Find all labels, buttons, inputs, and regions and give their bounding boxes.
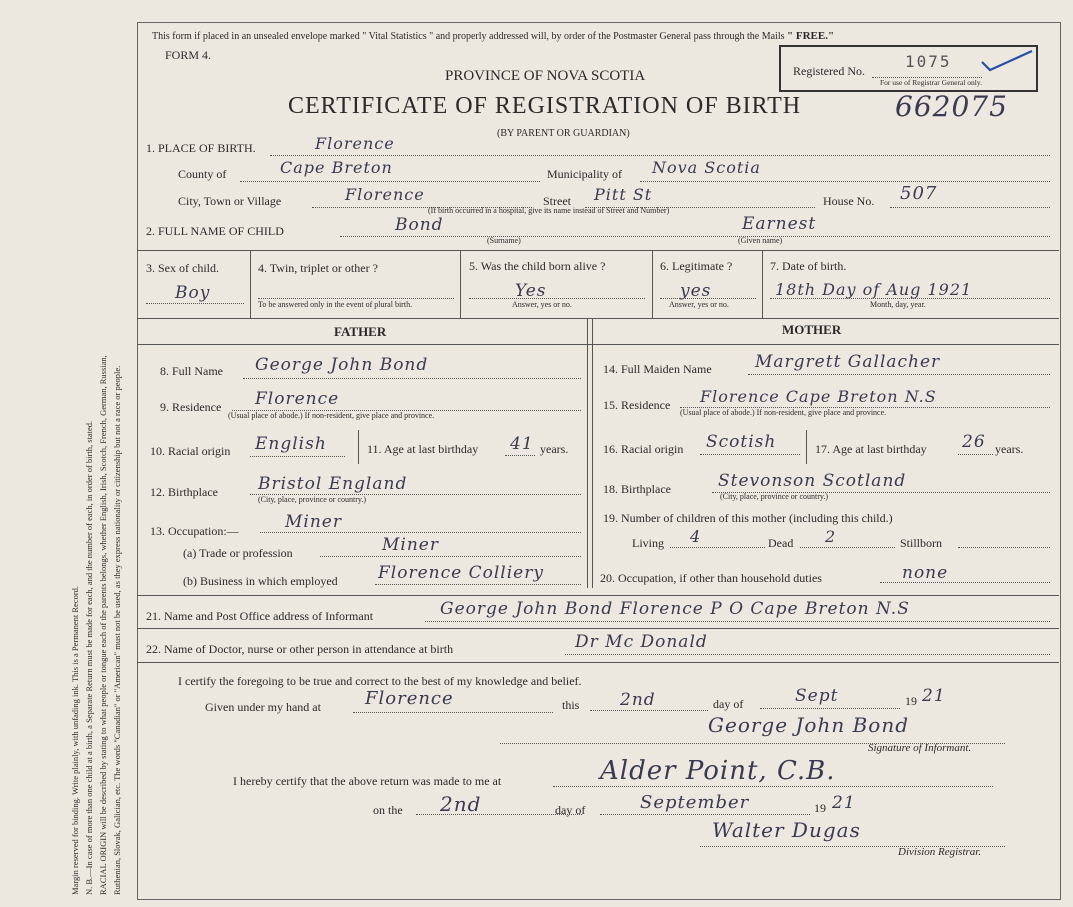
on-the-label: on the: [373, 803, 403, 817]
registrar-text: I hereby certify that the above return was made to me at: [233, 774, 502, 788]
father-name-value: George John Bond: [255, 355, 429, 375]
sex-value: Boy: [175, 283, 211, 303]
informant-signature: George John Bond: [708, 713, 910, 737]
page-title: CERTIFICATE OF REGISTRATION OF BIRTH: [288, 93, 802, 119]
certify-text: I certify the foregoing to be true and correct to the best of my knowledge and belief.: [178, 674, 582, 688]
subtitle: (BY PARENT OR GUARDIAN): [497, 128, 630, 139]
county-value: Cape Breton: [280, 158, 393, 177]
father-trade-label: (a) Trade or profession: [183, 546, 293, 560]
mother-name-value: Margrett Gallacher: [755, 352, 941, 372]
registrar-year: 21: [832, 793, 856, 813]
mother-occ-value: none: [902, 563, 949, 583]
mother-race-value: Scotish: [706, 432, 777, 452]
house-label: House No.: [823, 194, 875, 208]
signature-label: Signature of Informant.: [868, 742, 972, 754]
informant-value: George John Bond Florence P O Cape Breton N.S: [440, 599, 910, 619]
registrar-label: Division Registrar.: [898, 846, 982, 858]
mother-occ-label: 20. Occupation, if other than household duties: [600, 571, 822, 585]
year-prefix: 19: [905, 694, 917, 708]
mother-bp-note: (City, place, province or country.): [720, 492, 829, 501]
father-age-value: 41: [510, 434, 534, 454]
alive-label: 5. Was the child born alive ?: [469, 259, 606, 273]
dead-label: Dead: [768, 536, 794, 550]
year-value: 21: [922, 686, 946, 706]
dead-value: 2: [825, 527, 837, 546]
father-bp-value: Bristol England: [258, 474, 408, 494]
child-given: Earnest: [742, 214, 817, 234]
child-surname: Bond: [395, 215, 444, 235]
father-bp-note: (City, place, province or country.): [258, 495, 367, 504]
father-bp-label: 12. Birthplace: [150, 485, 218, 499]
dob-label: 7. Date of birth.: [770, 259, 847, 273]
mother-children-label: 19. Number of children of this mother (including this child.): [603, 511, 893, 525]
father-race-value: English: [255, 434, 327, 454]
doctor-label: 22. Name of Doctor, nurse or other person in attendance at birth: [146, 642, 454, 656]
form-border: [137, 22, 1061, 900]
mail-notice: [152, 30, 834, 42]
legit-value: yes: [680, 281, 712, 301]
registrar-year-prefix: 19: [814, 801, 826, 815]
alive-note: Answer, yes or no.: [512, 300, 572, 309]
mother-res-label: 15. Residence: [603, 398, 671, 412]
father-age-label: 11. Age at last birthday: [367, 442, 479, 456]
street-value: Pitt St: [594, 185, 653, 204]
living-value: 4: [690, 527, 702, 546]
mother-race-label: 16. Racial origin: [603, 442, 684, 456]
father-res-note: (Usual place of abode.) If non-resident, give place and province.: [228, 411, 435, 420]
mother-age-value: 26: [962, 432, 986, 452]
registered-label: Registered No.: [793, 64, 865, 78]
this-value: 2nd: [620, 690, 656, 710]
doctor-value: Dr Mc Donald: [575, 632, 708, 652]
registrar-signature: Walter Dugas: [712, 818, 861, 842]
living-label: Living: [632, 536, 664, 550]
twin-note: To be answered only in the event of plural birth.: [258, 300, 413, 309]
alive-value: Yes: [515, 281, 547, 301]
father-trade-value: Miner: [382, 535, 439, 555]
father-business-label: (b) Business in which employed: [183, 574, 338, 588]
child-label: 2. FULL NAME OF CHILD: [146, 224, 284, 238]
mother-res-note: (Usual place of abode.) If non-resident, give place and province.: [680, 408, 887, 417]
registrar-day: 2nd: [440, 792, 482, 816]
surname-note: (Surname): [487, 236, 521, 245]
father-occ-value: Miner: [285, 512, 342, 532]
registered-note: For use of Registrar General only.: [880, 78, 982, 87]
mother-age-label: 17. Age at last birthday: [815, 442, 927, 456]
municipality-value: Nova Scotia: [652, 158, 761, 177]
form-number: FORM 4.: [165, 48, 212, 62]
legit-note: Answer, yes or no.: [669, 300, 729, 309]
dob-note: Month, day, year.: [870, 300, 926, 309]
mother-bp-value: Stevonson Scotland: [718, 471, 907, 491]
month-value: Sept: [795, 686, 839, 706]
this-label: this: [562, 698, 580, 712]
father-business-value: Florence Colliery: [378, 563, 544, 583]
check-mark-icon: [980, 48, 1035, 73]
dob-value: 18th Day of Aug 1921: [775, 280, 973, 299]
day-of-label: day of: [713, 697, 744, 711]
mother-bp-label: 18. Birthplace: [603, 482, 671, 496]
father-res-value: Florence: [255, 389, 340, 409]
given-note: (Given name): [738, 236, 783, 245]
mother-years: years.: [995, 442, 1024, 456]
house-value: 507: [900, 183, 938, 204]
twin-label: 4. Twin, triplet or other ?: [258, 261, 378, 275]
free-label: " FREE.": [787, 30, 835, 42]
registrar-month: September: [640, 792, 750, 813]
place-value: Florence: [315, 134, 395, 153]
sex-label: 3. Sex of child.: [146, 261, 219, 275]
county-label: County of: [178, 167, 227, 181]
informant-label: 21. Name and Post Office address of Informant: [146, 609, 374, 623]
province-title: PROVINCE OF NOVA SCOTIA: [445, 68, 646, 84]
mail-notice-text: This form if placed in an unsealed envelope marked " Vital Statistics " and properly addressed will, by order of the Postmaster General pass through the Mails: [152, 31, 785, 42]
title-number: 662075: [895, 90, 1008, 123]
margin-line-4: Ruthenian, Slovak, Galician, etc. The words "Canadian" or "American" must not be used, as they express nationality or citizenship but not a race or people.: [112, 365, 122, 895]
registrar-day-of-label: day of: [555, 803, 586, 817]
hospital-note: (If birth occurred in a hospital, give its name instead of Street and Number): [428, 206, 670, 215]
margin-line-1: Margin reserved for binding. Write plainly, with unfading ink. This is a Permanent Record.: [70, 585, 80, 895]
father-res-label: 9. Residence: [160, 400, 222, 414]
city-label: City, Town or Village: [178, 194, 282, 208]
margin-line-2: N. B.—In case of more than one child at a birth, a Separate Return must be made for each, and the number of each, in order of birth, stated.: [84, 420, 94, 895]
father-occ-label: 13. Occupation:—: [150, 524, 239, 538]
given-label: Given under my hand at: [205, 700, 321, 714]
father-years: years.: [540, 442, 569, 456]
stillborn-label: Stillborn: [900, 536, 943, 550]
place-label: 1. PLACE OF BIRTH.: [146, 141, 256, 155]
street-label: Street: [543, 194, 571, 208]
city-value: Florence: [345, 185, 425, 204]
legit-label: 6. Legitimate ?: [660, 259, 733, 273]
mother-res-value: Florence Cape Breton N.S: [700, 387, 937, 406]
municipality-label: Municipality of: [547, 167, 622, 181]
mother-heading: MOTHER: [782, 322, 842, 337]
registrar-place: Alder Point, C.B.: [600, 756, 836, 786]
registered-value: 1075: [905, 52, 952, 71]
given-place: Florence: [365, 688, 454, 709]
mother-name-label: 14. Full Maiden Name: [603, 362, 712, 376]
father-race-label: 10. Racial origin: [150, 444, 231, 458]
father-heading: FATHER: [334, 324, 387, 339]
margin-line-3: RACIAL ORIGIN will be described by stating to what people or tongue each of the parents belongs, whether English, Irish, Scotch, French, German, Russian,: [98, 355, 108, 895]
father-name-label: 8. Full Name: [160, 364, 223, 378]
